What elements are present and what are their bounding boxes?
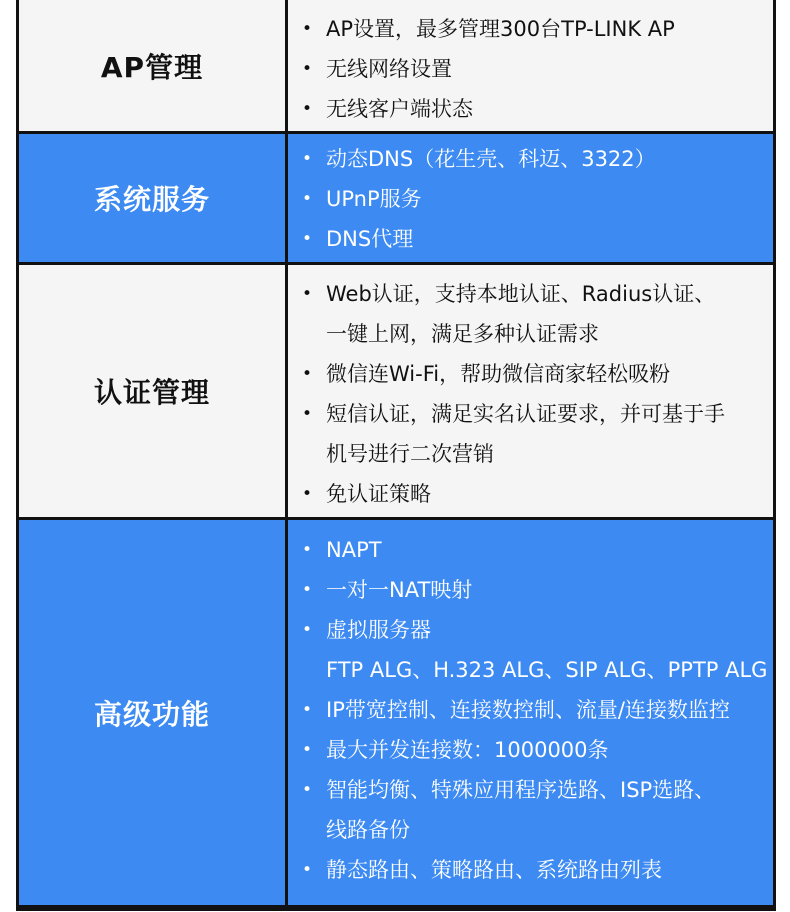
row-system-services bbox=[19, 134, 773, 262]
bullet-icon: • bbox=[302, 740, 313, 760]
row-ap-management bbox=[19, 0, 773, 131]
list-item-text: IP带宽控制、连接数控制、流量/连接数监控 bbox=[326, 698, 730, 722]
row-label: 系统服务 bbox=[19, 134, 285, 262]
bullet-icon: • bbox=[302, 149, 313, 169]
list-item-text: 虚拟服务器 bbox=[326, 618, 431, 642]
list-item-text: NAPT bbox=[326, 538, 382, 562]
list-item-text: 最大并发连接数：1000000条 bbox=[326, 738, 609, 762]
bullet-icon: • bbox=[302, 620, 313, 640]
list-item-text: UPnP服务 bbox=[326, 187, 422, 211]
list-item-text: 免认证策略 bbox=[326, 482, 431, 506]
bullet-icon: • bbox=[302, 404, 313, 424]
bullet-icon: • bbox=[302, 860, 313, 880]
bullet-icon: • bbox=[302, 189, 313, 209]
bullet-icon: • bbox=[302, 540, 313, 560]
bullet-icon: • bbox=[302, 99, 313, 119]
list-item-text: FTP ALG、H.323 ALG、SIP ALG、PPTP ALG bbox=[326, 658, 768, 682]
list-item-text: AP设置，最多管理300台TP-LINK AP bbox=[326, 17, 675, 41]
list-item-text: 一键上网，满足多种认证需求 bbox=[326, 322, 599, 346]
list-item-text: 动态DNS（花生壳、科迈、3322） bbox=[326, 147, 656, 171]
row-content bbox=[288, 0, 773, 131]
list-item-text: 无线网络设置 bbox=[326, 57, 452, 81]
list-item-text: Web认证，支持本地认证、Radius认证、 bbox=[326, 282, 716, 306]
row-auth-management bbox=[19, 265, 773, 517]
list-item-text: 智能均衡、特殊应用程序选路、ISP选路、 bbox=[326, 778, 716, 802]
list-item-text: 一对一NAT映射 bbox=[326, 578, 473, 602]
bullet-icon: • bbox=[302, 484, 313, 504]
list-item-text: 机号进行二次营销 bbox=[326, 442, 494, 466]
bullet-icon: • bbox=[302, 700, 313, 720]
bullet-icon: • bbox=[302, 59, 313, 79]
bullet-icon: • bbox=[302, 229, 313, 249]
list-item-text: 无线客户端状态 bbox=[326, 97, 473, 121]
list-item-text: 静态路由、策略路由、系统路由列表 bbox=[326, 858, 662, 882]
bullet-icon: • bbox=[302, 364, 313, 384]
bullet-icon: • bbox=[302, 284, 313, 304]
list-item-text: 线路备份 bbox=[326, 818, 410, 842]
row-content bbox=[288, 265, 773, 517]
list-item-text: DNS代理 bbox=[326, 227, 414, 251]
bullet-icon: • bbox=[302, 580, 313, 600]
row-advanced-features bbox=[19, 520, 773, 905]
row-content bbox=[288, 520, 773, 905]
row-label: 高级功能 bbox=[19, 520, 285, 905]
row-content bbox=[288, 134, 773, 262]
feature-table bbox=[16, 0, 776, 911]
bullet-icon: • bbox=[302, 780, 313, 800]
bullet-icon: • bbox=[302, 19, 313, 39]
list-item-text: 微信连Wi-Fi，帮助微信商家轻松吸粉 bbox=[326, 362, 671, 386]
row-label: 认证管理 bbox=[19, 265, 285, 517]
list-item-text: 短信认证，满足实名认证要求，并可基于手 bbox=[326, 402, 725, 426]
row-label: AP管理 bbox=[19, 0, 285, 131]
